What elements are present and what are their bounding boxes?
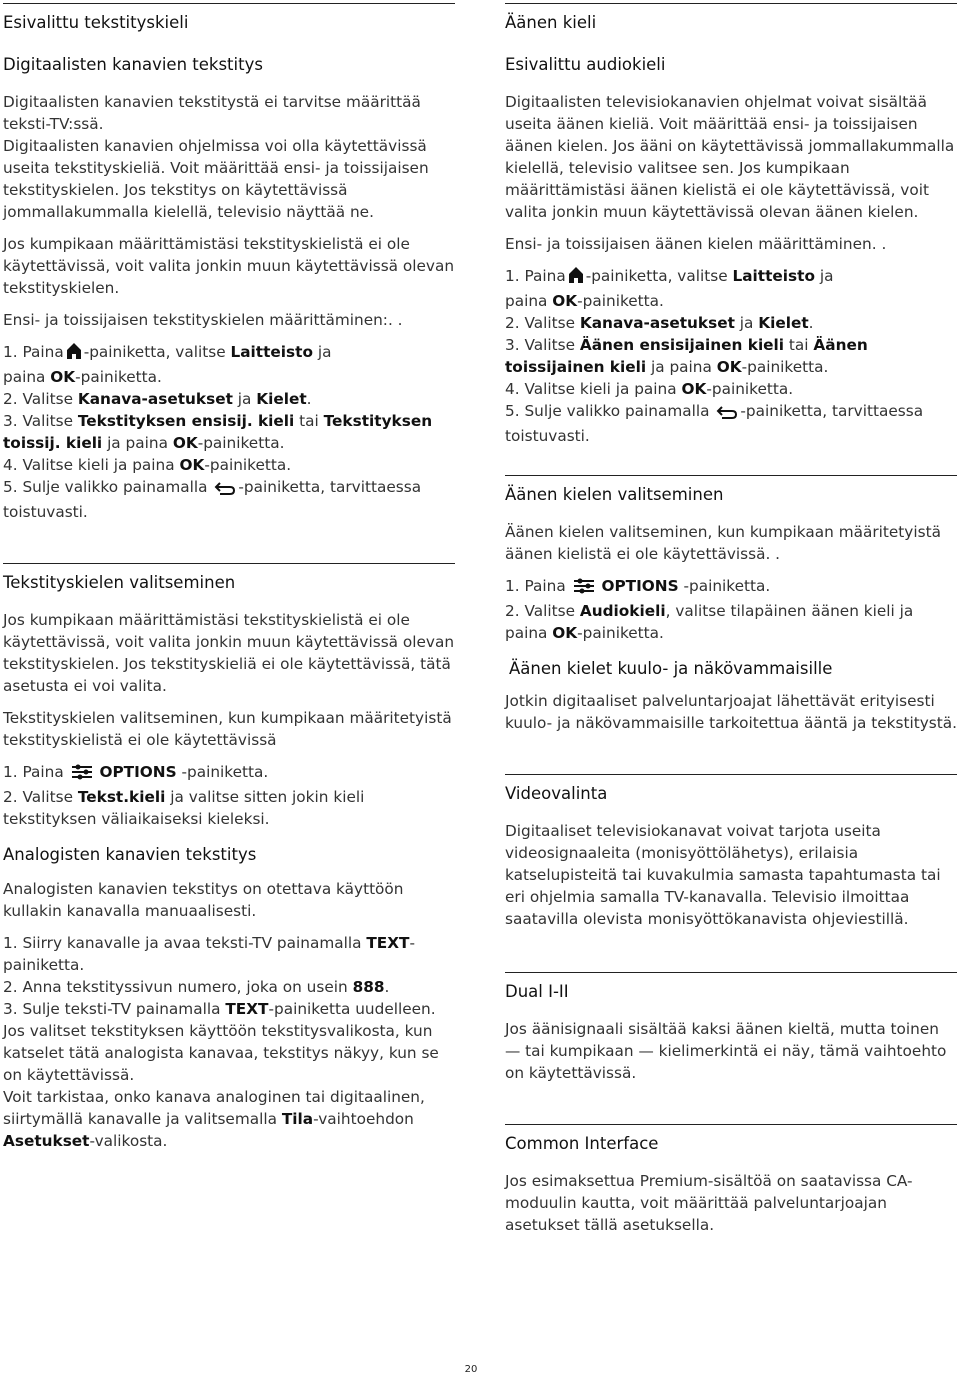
step-text: 1. Paina [505,577,566,595]
step-text: -painiketta. [181,763,269,781]
step-text: -painiketta uudelleen. [268,1000,436,1018]
period: . [306,390,312,408]
step-text: -painiketta, valitse [585,267,728,285]
preferred-audio-title: Esivalittu audiokieli [505,55,666,74]
impaired-title: Äänen kielet kuulo- ja näkövammaisille [509,659,833,678]
menu-term: Kielet [758,314,809,332]
common-interface-title: Common Interface [505,1134,659,1153]
step-1 [3,341,455,388]
button-term: TEXT [366,934,410,952]
digital-subtitles-paragraph-4: Ensi- ja toissijaisen tekstityskielen määrittäminen:. . [3,311,403,329]
button-term: OK [50,368,76,386]
step-text: -painiketta. [577,292,664,310]
step-text: ja [237,390,252,408]
step-4 [505,378,957,400]
step-3 [505,334,957,378]
section-title-audio: Äänen kieli [505,13,597,32]
dual-title: Dual I-II [505,982,569,1001]
step-2 [505,312,957,334]
video-selection-title: Videovalinta [505,784,608,803]
back-icon [214,479,236,501]
divider [505,774,957,775]
period: . [808,314,814,332]
step-text: ja [317,343,332,361]
menu-term: Kanava-asetukset [77,390,233,408]
step-text: 2. Valitse [505,314,575,332]
audio-steps [505,265,957,447]
menu-term: Tekstityksen toissij. kieli [3,412,433,452]
step-text: 2. Anna tekstityssivun numero, joka on usein [3,978,348,996]
dual-paragraph: Jos äänisignaali sisältää kaksi äänen kieltä, mutta toinen — tai kumpikaan — kielimerkintä ei näy, tämä vaihtoehto on käytettävissä. [505,1020,947,1082]
menu-term: Äänen ensisijainen kieli [579,336,785,354]
page-number-term: 888 [352,978,385,996]
step-text: 3. Sulje teksti-TV painamalla [3,1000,221,1018]
menu-term: Asetukset [3,1132,90,1150]
audio-select-steps [505,575,957,644]
step-text: , valitse tilapäinen äänen kieli ja paina [505,602,914,642]
home-icon [66,342,82,366]
menu-term: Äänen toissijainen kieli [505,336,868,376]
step-text: 2. Valitse [3,390,73,408]
menu-term: Tekstityksen ensisij. kieli [77,412,295,430]
home-icon [568,266,584,290]
right-column [505,0,957,1236]
period: . [384,978,390,996]
button-term: OK [552,624,578,642]
section-title-subtitles: Esivalittu tekstityskieli [3,13,189,32]
paragraph-text: -vaihtoehdon [313,1110,414,1128]
step-1 [505,575,957,600]
step-text: paina [505,292,548,310]
step-text: tai [299,412,319,430]
button-term: OK [681,380,707,398]
step-text: 5. Sulje valikko painamalla [3,478,208,496]
paragraph-text: Voit tarkistaa, onko kanava analoginen tai digitaalinen, siirtymällä kanavalle ja valitsemalla [3,1088,425,1128]
divider [505,972,957,973]
step-text: -painiketta. [741,358,829,376]
step-text: 3. Valitse [3,412,73,430]
audio-select-paragraph-1: Äänen kielen valitseminen, kun kumpikaan määritetyistä äänen kielistä ei ole käytettävissä. . [505,523,941,563]
step-text: -painiketta, tarvittaessa toistuvasti. [505,402,924,445]
options-icon [573,578,595,600]
step-text: 2. Valitse [3,788,73,806]
subtitle-select-steps [3,761,455,830]
step-text: ja paina [107,434,168,452]
step-text: -painiketta. [683,577,771,595]
impaired-paragraph: Jotkin digitaaliset palveluntarjoajat lähettävät erityisesti kuulo- ja näkövammaisille tarkoitettua ääntä ja tekstitystä. [505,692,957,732]
divider [3,563,455,564]
menu-term: Tekst.kieli [77,788,166,806]
step-1 [3,761,455,786]
page-number: 20 [464,1364,478,1375]
divider [505,1124,957,1125]
button-term: TEXT [225,1000,269,1018]
step-2 [505,600,957,644]
menu-term: Laitteisto [732,267,815,285]
button-term: OK [172,434,198,452]
digital-subtitles-paragraph-3: Jos kumpikaan määrittämistäsi tekstityskielistä ei ole käytettävissä, voit valita jonkin muun käytettävissä olevan tekstityskielen. [3,235,455,297]
menu-term: Audiokieli [579,602,666,620]
video-selection-paragraph: Digitaaliset televisiokanavat voivat tarjota useita videosignaaleita (monisyöttölähetys), erilaisia katselupisteitä tai kuvakulmia samasta tapahtumasta tai eri ohjelmia samalla TV-kanavalla. Televisio ilmoittaa saatavilla olevista monisyöttökanavista ohjeviestillä. [505,822,941,928]
step-text: tai [788,336,809,354]
preferred-audio-paragraph-2: Ensi- ja toissijaisen äänen kielen määrittäminen. . [505,235,887,253]
step-text: paina [3,368,46,386]
menu-term: Laitteisto [230,343,313,361]
step-text: 2. Valitse [505,602,575,620]
step-text: 4. Valitse kieli ja paina [3,456,175,474]
paragraph-text: -valikosta. [89,1132,168,1150]
step-2 [3,976,455,998]
analog-subtitles-paragraph-1: Analogisten kanavien tekstitys on otettava käyttöön kullakin kanavalla manuaalisesti. [3,880,404,920]
step-text: ja valitse sitten jokin kieli tekstityksen väliaikaiseksi kieleksi. [3,788,365,828]
subtitle-select-title: Tekstityskielen valitseminen [3,573,236,592]
step-4 [3,454,455,476]
subtitle-select-paragraph-1: Jos kumpikaan määrittämistäsi tekstityskielistä ei ole käytettävissä, voit valita jonkin muun käytettävissä olevan tekstityskielen. Jos tekstityskieliä ei ole käytettävissä, tätä asetusta ei voi valita. [3,611,455,695]
options-icon [71,764,93,786]
button-term: OK [552,292,578,310]
back-icon [716,403,738,425]
menu-term: Kanava-asetukset [579,314,735,332]
button-term: OK [716,358,742,376]
step-text: 1. Paina [505,267,566,285]
step-text: ja [819,267,834,285]
step-text: -painiketta, valitse [83,343,226,361]
common-interface-paragraph: Jos esimaksettua Premium-sisältöä on saatavissa CA-moduulin kautta, voit määrittää palveluntarjoajan asetukset tällä asetuksella. [505,1172,913,1234]
menu-term: Tila [281,1110,314,1128]
analog-subtitles-paragraph-2: Jos valitset tekstityksen käyttöön tekstitysvalikosta, kun katselet tätä analogista kanavaa, tekstitys näkyy, kun se on käytettävissä. [3,1022,439,1084]
divider [3,3,455,4]
preferred-audio-paragraph-1: Digitaalisten televisiokanavien ohjelmat voivat sisältää useita äänen kieliä. Voit määrittää ensi- ja toissijaisen äänen kielen. Jos ääni on käytettävissä jommallakummalla kielellä, televisio valitsee sen. Jos kumpikaan määrittämistäsi äänen kielistä ei ole käytettävissä, voit valita jonkin muun käytettävissä olevan äänen kielen. [505,93,955,221]
step-1 [3,932,455,976]
step-text: 1. Paina [3,763,64,781]
divider [505,475,957,476]
step-text: -painiketta, tarvittaessa toistuvasti. [3,478,422,521]
step-2 [3,786,455,830]
step-3 [3,998,455,1020]
step-text: -painiketta. [706,380,794,398]
step-text: -painiketta. [197,434,285,452]
button-term: OPTIONS [99,763,177,781]
digital-subtitles-paragraph-1: Digitaalisten kanavien tekstitystä ei tarvitse määrittää teksti-TV:ssä. [3,93,421,133]
step-text: 1. Siirry kanavalle ja avaa teksti-TV painamalla [3,934,362,952]
step-text: -painiketta. [75,368,162,386]
step-text: ja paina [650,358,712,376]
analog-subtitles-paragraph-3 [3,1086,455,1152]
step-2 [3,388,455,410]
step-text: -painiketta. [204,456,292,474]
step-text: 1. Paina [3,343,64,361]
subtitle-select-paragraph-2: Tekstityskielen valitseminen, kun kumpikaan määritetyistä tekstityskielistä ei ole käytettävissä [3,709,452,749]
step-text: 5. Sulje valikko painamalla [505,402,710,420]
button-term: OPTIONS [601,577,679,595]
audio-select-title: Äänen kielen valitseminen [505,485,724,504]
divider [505,3,957,4]
analog-steps [3,932,455,1020]
analog-subtitles-title: Analogisten kanavien tekstitys [3,845,257,864]
step-text: ja [739,314,754,332]
step-text: 4. Valitse kieli ja paina [505,380,677,398]
step-text: -painiketta. [577,624,664,642]
step-text: -painiketta. [3,934,415,974]
step-1 [505,265,957,312]
button-term: OK [179,456,205,474]
digital-subtitles-title: Digitaalisten kanavien tekstitys [3,55,263,74]
step-text: 3. Valitse [505,336,575,354]
step-5 [505,400,957,447]
menu-term: Kielet [256,390,307,408]
step-5 [3,476,455,523]
left-column [3,0,455,1152]
digital-subtitles-paragraph-2: Digitaalisten kanavien ohjelmissa voi olla käytettävissä useita tekstityskieliä. Voit määrittää ensi- ja toissijaisen tekstityskielen. Jos tekstitys on käytettävissä jommallakummalla kielellä, televisio näyttää ne. [3,137,429,221]
step-3 [3,410,455,454]
subtitle-steps [3,341,455,523]
